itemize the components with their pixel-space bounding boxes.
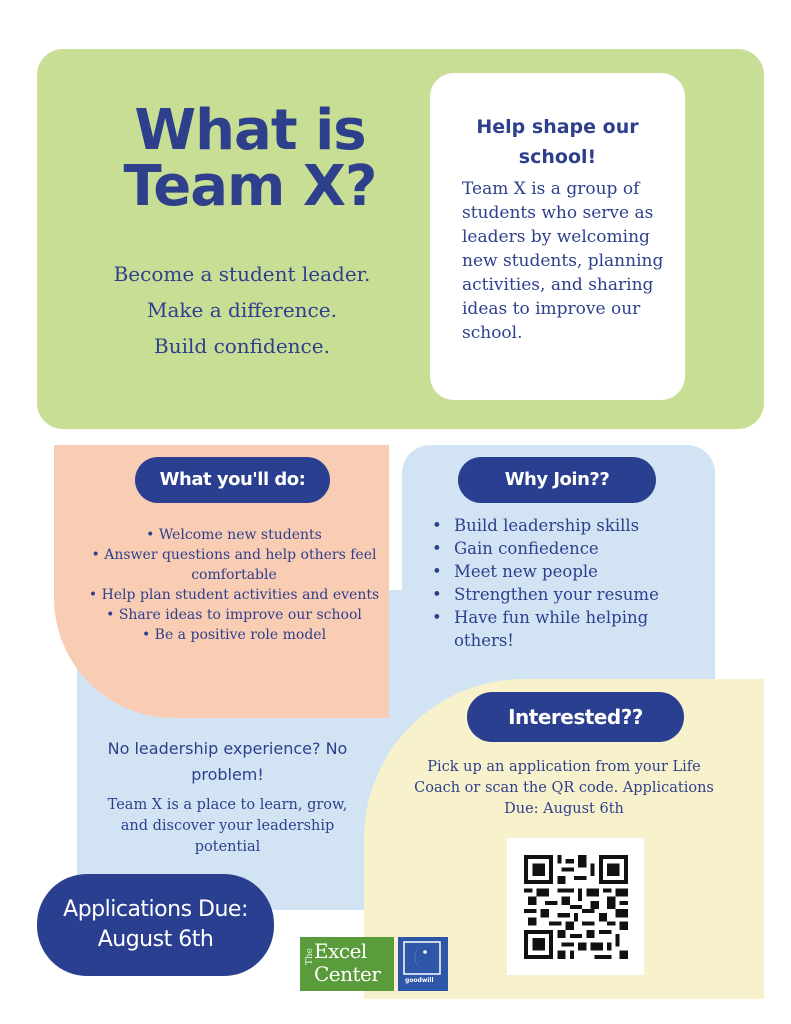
goodwill-smile-icon xyxy=(398,937,448,977)
list-item: • Help plan student activities and events xyxy=(74,585,394,605)
what-you-do-heading: What you'll do: xyxy=(135,457,330,503)
list-item: • Have fun while helping others! xyxy=(432,606,702,652)
due-badge-line: Applications Due: xyxy=(63,897,248,922)
why-join-heading: Why Join?? xyxy=(458,457,656,503)
excel-logo-prefix: The xyxy=(305,948,315,966)
why-join-list xyxy=(432,514,702,652)
page-title: What is Team X? xyxy=(123,98,377,219)
what-you-do-list xyxy=(74,525,394,645)
list-item: • Gain confiedence xyxy=(432,537,702,560)
goodwill-logo xyxy=(398,937,448,991)
help-shape-heading: Help shape our school! xyxy=(476,116,639,168)
no-experience-heading: No leadership experience? No problem! xyxy=(107,739,348,784)
list-item: • Welcome new students xyxy=(74,525,394,545)
help-shape-body: Team X is a group of students who serve as leaders by welcoming new students, planning activities, and sharing ideas to improve our school. xyxy=(462,179,664,343)
no-experience-body: Team X is a place to learn, grow, and discover your leadership potential xyxy=(107,797,348,855)
list-item: • Meet new people xyxy=(432,560,702,583)
list-item: • Build leadership skills xyxy=(432,514,702,537)
due-badge-line: August 6th xyxy=(97,927,214,952)
interested-heading: Interested?? xyxy=(467,692,684,742)
list-item: • Answer questions and help others feel comfortable xyxy=(74,545,394,585)
tagline-line: Become a student leader. xyxy=(113,262,371,286)
tagline xyxy=(62,256,422,364)
applications-due-badge xyxy=(37,874,274,976)
qr-code-icon xyxy=(524,855,628,959)
interested-body: Pick up an application from your Life Coach or scan the QR code. Applications Due: August 6th xyxy=(414,759,714,817)
goodwill-wordmark: goodwill xyxy=(405,977,434,984)
excel-logo-name: Excel Center xyxy=(314,939,381,986)
list-item: • Strengthen your resume xyxy=(432,583,702,606)
tagline-line: Build confidence. xyxy=(154,334,330,358)
list-item: • Be a positive role model xyxy=(74,625,394,645)
tagline-line: Make a difference. xyxy=(147,298,337,322)
excel-center-logo xyxy=(300,937,394,991)
qr-code[interactable] xyxy=(507,838,644,975)
list-item: • Share ideas to improve our school xyxy=(74,605,394,625)
